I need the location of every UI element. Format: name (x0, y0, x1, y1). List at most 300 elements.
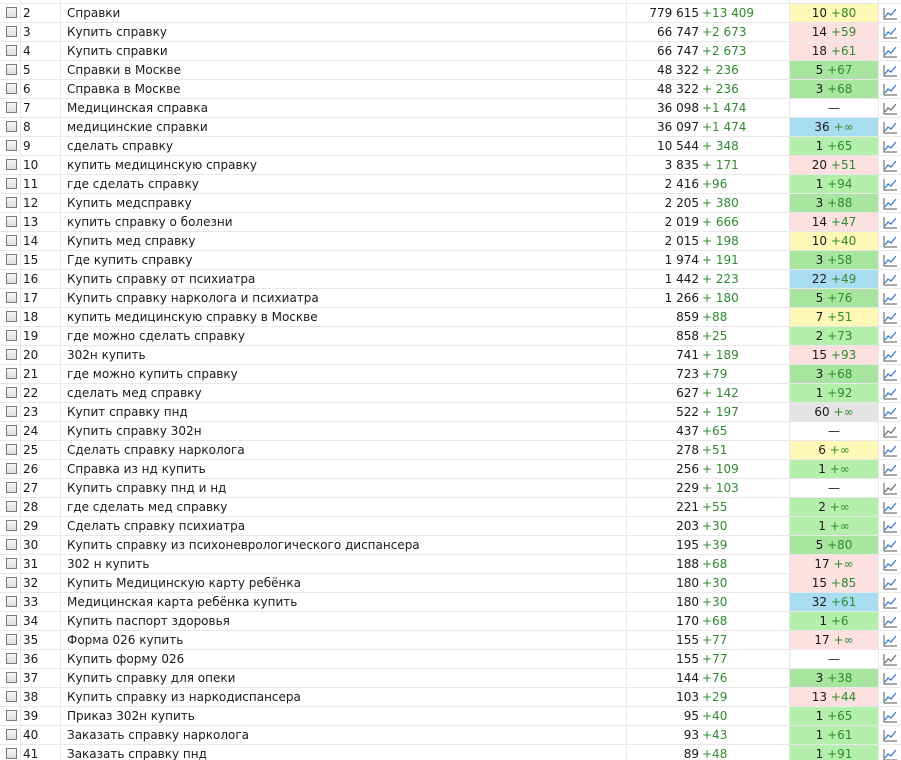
row-chart-cell[interactable] (878, 289, 901, 307)
row-number: 21 (20, 365, 60, 383)
frequency-delta: +68 (702, 557, 728, 571)
row-checkbox-cell[interactable] (0, 631, 20, 649)
trend-chart-icon[interactable] (883, 216, 898, 229)
position-delta: +∞ (829, 519, 850, 533)
checkbox-icon[interactable] (6, 539, 17, 550)
row-chart-cell[interactable] (878, 137, 901, 155)
row-chart-cell[interactable] (878, 555, 901, 573)
row-frequency (626, 479, 788, 497)
row-checkbox-cell[interactable] (0, 346, 20, 364)
trend-chart-icon[interactable] (883, 292, 898, 305)
row-checkbox-cell[interactable] (0, 42, 20, 60)
table-row (0, 99, 901, 118)
row-phrase (60, 0, 626, 3)
row-checkbox-cell[interactable] (0, 669, 20, 687)
row-checkbox-cell[interactable] (0, 593, 20, 611)
row-checkbox-cell[interactable] (0, 707, 20, 725)
row-chart-cell[interactable] (878, 441, 901, 459)
row-phrase: Купить справки (60, 42, 626, 60)
checkbox-icon[interactable] (6, 368, 17, 379)
position-value: 5 (815, 291, 824, 305)
row-number: 29 (20, 517, 60, 535)
position-delta: +51 (830, 158, 857, 172)
checkbox-icon[interactable] (6, 216, 17, 227)
frequency-delta: + 380 (702, 196, 739, 210)
frequency-delta: +88 (702, 310, 728, 324)
row-number: 6 (20, 80, 60, 98)
checkbox-icon[interactable] (6, 349, 17, 360)
position-value: 3 (815, 253, 824, 267)
checkbox-icon[interactable] (6, 653, 17, 664)
checkbox-icon[interactable] (6, 64, 17, 75)
row-checkbox-cell[interactable] (0, 118, 20, 136)
row-number: 8 (20, 118, 60, 136)
trend-chart-icon[interactable] (883, 672, 898, 685)
position-delta: +80 (830, 6, 857, 20)
row-chart-cell[interactable] (878, 251, 901, 269)
checkbox-icon[interactable] (6, 140, 17, 151)
frequency-value: 36 098 (657, 101, 699, 115)
frequency-value: 93 (683, 728, 699, 742)
position-delta: +∞ (829, 462, 850, 476)
row-checkbox-cell[interactable] (0, 23, 20, 41)
trend-chart-icon[interactable] (883, 330, 898, 343)
row-position (789, 631, 878, 649)
checkbox-icon[interactable] (6, 121, 17, 132)
trend-chart-icon[interactable] (883, 387, 898, 400)
row-chart-cell[interactable] (878, 479, 901, 497)
row-chart-cell[interactable] (878, 612, 901, 630)
checkbox-icon[interactable] (6, 558, 17, 569)
row-frequency (626, 251, 788, 269)
trend-chart-icon[interactable] (883, 64, 898, 77)
row-chart-cell[interactable] (878, 365, 901, 383)
checkbox-icon[interactable] (6, 254, 17, 265)
trend-chart-icon[interactable] (883, 140, 898, 153)
trend-chart-icon[interactable] (883, 102, 898, 115)
row-checkbox-cell[interactable] (0, 0, 20, 3)
row-checkbox-cell[interactable] (0, 232, 20, 250)
checkbox-icon[interactable] (6, 178, 17, 189)
checkbox-icon[interactable] (6, 672, 17, 683)
row-checkbox-cell[interactable] (0, 194, 20, 212)
row-number: 3 (20, 23, 60, 41)
frequency-value: 66 747 (657, 44, 699, 58)
row-chart-cell[interactable] (878, 156, 901, 174)
row-frequency (626, 156, 788, 174)
row-chart-cell[interactable] (878, 422, 901, 440)
frequency-delta: +2 673 (702, 44, 747, 58)
row-position (789, 441, 878, 459)
row-checkbox-cell[interactable] (0, 650, 20, 668)
frequency-value: 103 (676, 690, 699, 704)
position-delta: +59 (830, 25, 857, 39)
trend-chart-icon[interactable] (883, 197, 898, 210)
row-number: 9 (20, 137, 60, 155)
frequency-delta: +30 (702, 576, 728, 590)
frequency-delta: + 348 (702, 139, 739, 153)
row-checkbox-cell[interactable] (0, 555, 20, 573)
row-number: 19 (20, 327, 60, 345)
row-phrase: Справки (60, 4, 626, 22)
checkbox-icon[interactable] (6, 387, 17, 398)
checkbox-icon[interactable] (6, 406, 17, 417)
row-chart-cell[interactable] (878, 61, 901, 79)
row-chart-cell[interactable] (878, 574, 901, 592)
row-frequency (626, 42, 788, 60)
checkbox-icon[interactable] (6, 463, 17, 474)
checkbox-icon[interactable] (6, 710, 17, 721)
table-row (0, 479, 901, 498)
row-phrase: Где купить справку (60, 251, 626, 269)
table-row (0, 137, 901, 156)
row-checkbox-cell[interactable] (0, 517, 20, 535)
row-number: 13 (20, 213, 60, 231)
row-checkbox-cell[interactable] (0, 61, 20, 79)
row-position (789, 479, 878, 497)
row-phrase: Купить Медицинскую карту ребёнка (60, 574, 626, 592)
row-number: 37 (20, 669, 60, 687)
table-row (0, 745, 901, 760)
table-row (0, 669, 901, 688)
row-number: 2 (20, 4, 60, 22)
position-delta: +51 (827, 310, 853, 324)
checkbox-icon[interactable] (6, 197, 17, 208)
row-chart-cell[interactable] (878, 650, 901, 668)
trend-chart-icon[interactable] (883, 520, 898, 533)
table-row (0, 232, 901, 251)
frequency-delta: + 180 (702, 291, 739, 305)
row-number: 31 (20, 555, 60, 573)
table-row (0, 327, 901, 346)
table-row (0, 574, 901, 593)
frequency-value: 195 (676, 538, 699, 552)
row-checkbox-cell[interactable] (0, 270, 20, 288)
table-row (0, 555, 901, 574)
trend-chart-icon[interactable] (883, 406, 898, 419)
row-frequency (626, 99, 788, 117)
row-checkbox-cell[interactable] (0, 4, 20, 22)
table-row (0, 4, 901, 23)
row-frequency (626, 517, 788, 535)
row-chart-cell[interactable] (878, 99, 901, 117)
row-checkbox-cell[interactable] (0, 536, 20, 554)
row-position (789, 308, 878, 326)
frequency-delta: +51 (702, 443, 728, 457)
row-chart-cell[interactable] (878, 669, 901, 687)
row-checkbox-cell[interactable] (0, 308, 20, 326)
trend-chart-icon[interactable] (883, 235, 898, 248)
row-phrase: Купить справку нарколога и психиатра (60, 289, 626, 307)
row-chart-cell[interactable] (878, 593, 901, 611)
row-position (789, 498, 878, 516)
checkbox-icon[interactable] (6, 482, 17, 493)
position-value: 1 (815, 728, 824, 742)
trend-chart-icon[interactable] (883, 349, 898, 362)
row-checkbox-cell[interactable] (0, 460, 20, 478)
row-chart-cell[interactable] (878, 384, 901, 402)
row-checkbox-cell[interactable] (0, 422, 20, 440)
row-position (789, 707, 878, 725)
position-value: 1 (815, 709, 824, 723)
row-frequency (626, 327, 788, 345)
position-value: 3 (815, 196, 824, 210)
frequency-value: 180 (676, 595, 699, 609)
trend-chart-icon[interactable] (883, 539, 898, 552)
row-frequency (626, 384, 788, 402)
checkbox-icon[interactable] (6, 444, 17, 455)
trend-chart-icon[interactable] (883, 273, 898, 286)
position-delta: +92 (827, 386, 853, 400)
checkbox-icon[interactable] (6, 26, 17, 37)
row-position (789, 726, 878, 744)
row-number: 4 (20, 42, 60, 60)
frequency-delta: +77 (702, 633, 728, 647)
row-chart-cell[interactable] (878, 175, 901, 193)
row-checkbox-cell[interactable] (0, 726, 20, 744)
row-phrase: Купить справку пнд и нд (60, 479, 626, 497)
row-checkbox-cell[interactable] (0, 213, 20, 231)
trend-chart-icon[interactable] (883, 558, 898, 571)
trend-chart-icon[interactable] (883, 596, 898, 609)
row-chart-cell[interactable] (878, 536, 901, 554)
row-checkbox-cell[interactable] (0, 327, 20, 345)
row-position (789, 555, 878, 573)
checkbox-icon[interactable] (6, 501, 17, 512)
row-chart-cell[interactable] (878, 707, 901, 725)
row-phrase: Медицинская карта ребёнка купить (60, 593, 626, 611)
row-number: 32 (20, 574, 60, 592)
checkbox-icon[interactable] (6, 729, 17, 740)
position-value: 32 (811, 595, 828, 609)
trend-chart-icon[interactable] (883, 254, 898, 267)
row-checkbox-cell[interactable] (0, 384, 20, 402)
trend-chart-icon[interactable] (883, 691, 898, 704)
checkbox-icon[interactable] (6, 615, 17, 626)
checkbox-icon[interactable] (6, 7, 17, 18)
frequency-delta: +13 409 (702, 6, 755, 20)
position-delta: +61 (830, 44, 857, 58)
frequency-delta: +65 (702, 424, 728, 438)
checkbox-icon[interactable] (6, 311, 17, 322)
checkbox-icon[interactable] (6, 292, 17, 303)
row-number: 35 (20, 631, 60, 649)
trend-chart-icon[interactable] (883, 482, 898, 495)
checkbox-icon[interactable] (6, 596, 17, 607)
row-chart-cell[interactable] (878, 745, 901, 760)
position-value: 1 (819, 614, 828, 628)
row-chart-cell[interactable] (878, 631, 901, 649)
row-phrase: сделать справку (60, 137, 626, 155)
table-row (0, 308, 901, 327)
frequency-value: 278 (676, 443, 699, 457)
row-chart-cell[interactable] (878, 460, 901, 478)
checkbox-icon[interactable] (6, 45, 17, 56)
position-value: 1 (815, 177, 824, 191)
row-checkbox-cell[interactable] (0, 289, 20, 307)
row-chart-cell[interactable] (878, 42, 901, 60)
row-frequency (626, 175, 788, 193)
position-delta: +85 (830, 576, 857, 590)
row-checkbox-cell[interactable] (0, 365, 20, 383)
trend-chart-icon[interactable] (883, 615, 898, 628)
position-delta: +∞ (833, 405, 854, 419)
position-delta: +68 (827, 367, 853, 381)
row-position (789, 232, 878, 250)
trend-chart-icon[interactable] (883, 577, 898, 590)
trend-chart-icon[interactable] (883, 710, 898, 723)
row-chart-cell[interactable] (878, 118, 901, 136)
row-chart-cell[interactable] (878, 270, 901, 288)
row-chart-cell[interactable] (878, 308, 901, 326)
checkbox-icon[interactable] (6, 577, 17, 588)
row-chart-cell[interactable] (878, 23, 901, 41)
row-number: 33 (20, 593, 60, 611)
row-checkbox-cell[interactable] (0, 688, 20, 706)
frequency-delta: +29 (702, 690, 728, 704)
position-delta: +61 (827, 728, 853, 742)
trend-chart-icon[interactable] (883, 26, 898, 39)
trend-chart-icon[interactable] (883, 368, 898, 381)
checkbox-icon[interactable] (6, 102, 17, 113)
row-position (789, 612, 878, 630)
row-checkbox-cell[interactable] (0, 137, 20, 155)
position-delta: +76 (827, 291, 853, 305)
checkbox-icon[interactable] (6, 425, 17, 436)
position-delta: +44 (830, 690, 857, 704)
row-number: 41 (20, 745, 60, 760)
frequency-value: 155 (676, 633, 699, 647)
trend-chart-icon[interactable] (883, 634, 898, 647)
trend-chart-icon[interactable] (883, 83, 898, 96)
row-frequency (626, 688, 788, 706)
frequency-delta: +77 (702, 652, 728, 666)
trend-chart-icon[interactable] (883, 159, 898, 172)
row-number: 7 (20, 99, 60, 117)
row-chart-cell[interactable] (878, 688, 901, 706)
row-chart-cell[interactable] (878, 194, 901, 212)
checkbox-icon[interactable] (6, 691, 17, 702)
row-checkbox-cell[interactable] (0, 99, 20, 117)
checkbox-icon[interactable] (6, 159, 17, 170)
position-delta: +47 (830, 215, 857, 229)
checkbox-icon[interactable] (6, 83, 17, 94)
trend-chart-icon[interactable] (883, 425, 898, 438)
position-value: 1 (815, 747, 824, 760)
row-checkbox-cell[interactable] (0, 175, 20, 193)
row-chart-cell[interactable] (878, 232, 901, 250)
frequency-value: 180 (676, 576, 699, 590)
row-checkbox-cell[interactable] (0, 403, 20, 421)
frequency-delta: + 666 (702, 215, 739, 229)
row-phrase: где можно сделать справку (60, 327, 626, 345)
checkbox-icon[interactable] (6, 273, 17, 284)
row-chart-cell[interactable] (878, 726, 901, 744)
row-chart-cell[interactable] (878, 327, 901, 345)
row-position (789, 650, 878, 668)
row-number: 16 (20, 270, 60, 288)
row-phrase: Купить справку из наркодиспансера (60, 688, 626, 706)
checkbox-icon[interactable] (6, 520, 17, 531)
trend-chart-icon[interactable] (883, 748, 898, 760)
row-chart-cell[interactable] (878, 4, 901, 22)
checkbox-icon[interactable] (6, 235, 17, 246)
row-position (789, 42, 878, 60)
row-checkbox-cell[interactable] (0, 574, 20, 592)
position-delta: +40 (830, 234, 857, 248)
frequency-delta: +68 (702, 614, 728, 628)
trend-chart-icon[interactable] (883, 444, 898, 457)
row-phrase: Купить форму 026 (60, 650, 626, 668)
position-delta: +∞ (829, 443, 850, 457)
trend-chart-icon[interactable] (883, 121, 898, 134)
row-chart-cell[interactable] (878, 213, 901, 231)
position-value: 36 (814, 120, 830, 134)
row-checkbox-cell[interactable] (0, 80, 20, 98)
row-chart-cell[interactable] (878, 0, 901, 3)
row-frequency (626, 726, 788, 744)
row-checkbox-cell[interactable] (0, 251, 20, 269)
frequency-delta: +76 (702, 671, 728, 685)
row-position (789, 4, 878, 22)
trend-chart-icon[interactable] (883, 729, 898, 742)
trend-chart-icon[interactable] (883, 45, 898, 58)
row-checkbox-cell[interactable] (0, 498, 20, 516)
checkbox-icon[interactable] (6, 330, 17, 341)
row-frequency (626, 612, 788, 630)
trend-chart-icon[interactable] (883, 463, 898, 476)
row-checkbox-cell[interactable] (0, 479, 20, 497)
row-number: 14 (20, 232, 60, 250)
row-phrase: Купить справку (60, 23, 626, 41)
row-checkbox-cell[interactable] (0, 441, 20, 459)
trend-chart-icon[interactable] (883, 653, 898, 666)
row-checkbox-cell[interactable] (0, 156, 20, 174)
checkbox-icon[interactable] (6, 634, 17, 645)
frequency-value: 437 (676, 424, 699, 438)
row-chart-cell[interactable] (878, 403, 901, 421)
row-frequency (626, 365, 788, 383)
position-delta: +88 (827, 196, 853, 210)
position-delta: +∞ (829, 500, 850, 514)
row-position (789, 194, 878, 212)
position-delta: +∞ (833, 633, 854, 647)
trend-chart-icon[interactable] (883, 7, 898, 20)
row-phrase: купить справку о болезни (60, 213, 626, 231)
position-value: 17 (814, 557, 830, 571)
row-chart-cell[interactable] (878, 346, 901, 364)
row-checkbox-cell[interactable] (0, 745, 20, 760)
row-frequency (626, 745, 788, 760)
checkbox-icon[interactable] (6, 748, 17, 759)
row-phrase: Заказать справку нарколога (60, 726, 626, 744)
trend-chart-icon[interactable] (883, 501, 898, 514)
position-delta: +58 (827, 253, 853, 267)
position-value: 6 (818, 443, 826, 457)
row-chart-cell[interactable] (878, 498, 901, 516)
frequency-delta: + 236 (702, 63, 739, 77)
trend-chart-icon[interactable] (883, 311, 898, 324)
frequency-delta: +48 (702, 747, 728, 760)
row-position (789, 403, 878, 421)
trend-chart-icon[interactable] (883, 178, 898, 191)
position-delta: +49 (830, 272, 857, 286)
row-number: 17 (20, 289, 60, 307)
row-chart-cell[interactable] (878, 517, 901, 535)
row-checkbox-cell[interactable] (0, 612, 20, 630)
row-chart-cell[interactable] (878, 80, 901, 98)
row-frequency (626, 194, 788, 212)
